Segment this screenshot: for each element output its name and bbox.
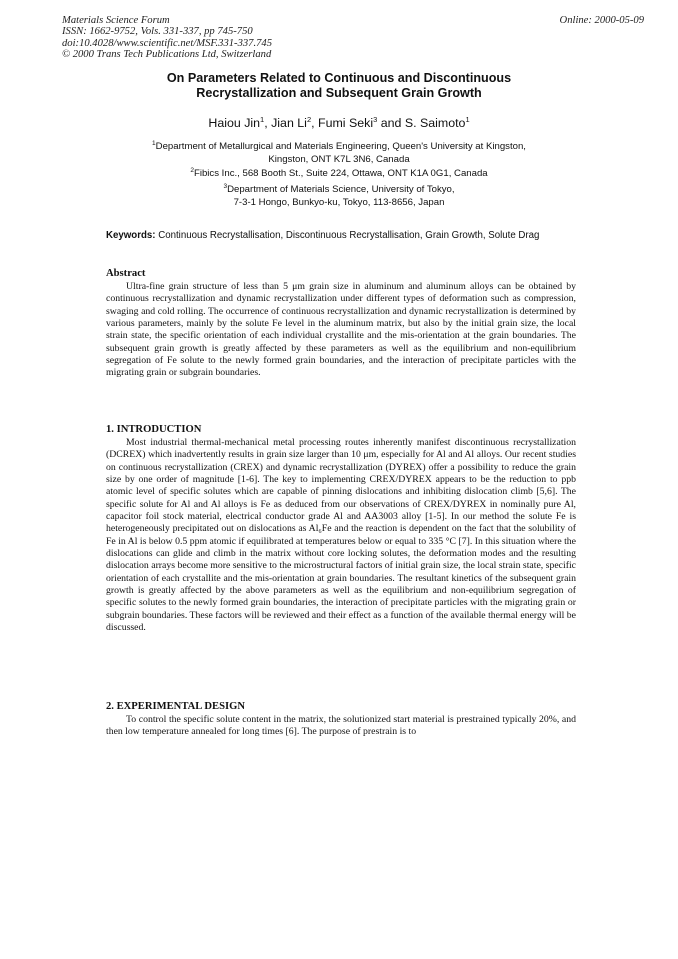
author-separator: , xyxy=(311,116,318,130)
author-name: S. Saimoto xyxy=(404,116,466,130)
author-name: Fumi Seki xyxy=(318,116,374,130)
issn-line: ISSN: 1662-9752, Vols. 331-337, pp 745-750 xyxy=(62,26,253,38)
affiliation-mark: 2 xyxy=(190,166,194,174)
abstract-section xyxy=(106,267,576,380)
abstract-text: Ultra-fine grain structure of less than 5 μm grain size in aluminum and aluminum alloys can be obtained by continuous recrystallization and dynamic recrystallization under different types of deformation such as compression, swaging and cold rolling. The occurrence of continuous recrystallization and dynamic recrystallization is determined by various parameters, mainly by the solute Fe level in the aluminum matrix, but also by the initial grain size, the local strain state, the specific orientation of each individual crystallite and the mis-orientation at the grain boundaries. The subsequent grain growth is greatly affected by these parameters as well as the equilibrium and non-equilibrium segregation of Fe solute to the newly formed grain boundaries, and the interaction of precipitate particles with the migrating grain or subgrain boundaries. xyxy=(106,281,576,379)
author-affil-mark: 1 xyxy=(465,114,470,124)
title-line-2: Recrystallization and Subsequent Grain Growth xyxy=(196,86,482,101)
author-affil-mark: 1 xyxy=(260,114,265,124)
affiliation-line: Department of Metallurgical and Materials Engineering, Queen's University at Kingston, xyxy=(155,141,526,152)
journal-name: Materials Science Forum xyxy=(62,15,170,26)
experimental-section xyxy=(106,700,576,739)
keywords-text: Continuous Recrystallisation, Discontinuous Recrystallisation, Grain Growth, Solute Drag xyxy=(155,230,540,241)
doi-line[interactable]: doi:10.4028/www.scientific.net/MSF.331-337.745 xyxy=(62,37,272,49)
affiliation-mark: 3 xyxy=(223,182,228,190)
author-affil-mark: 3 xyxy=(373,114,378,124)
introduction-text: Most industrial thermal-mechanical metal processing routes inherently manifest discontinuous recrystallization (DCREX) which inadvertently results in grain size larger than 10 μm, especially for Al and Al alloys. Our recent studies on continuous recrystallization (CREX) and dynamic recrystallization (DYREX) offer a possibility to reduce the grain size by one order of magnitude [1-6]. The key to implementing CREX/DYREX appears to be the reduction to ppb atomic level of specific solutes which are capable of pinning dislocations and inhibiting dislocation climb [5,6]. The specific solute for Al and Al alloys is Fe as deduced from our observations of CREX/DYREX in nominally pure Al, capacitor foil stock material, electrical conductor grade Al and AA3003 alloy [1-5]. In our method the solute Fe is heterogeneously precipitated out on dislocations as Al₆Fe and the reaction is dependent on the fact that the solubility of Fe in Al is below 0.5 ppm atomic if equilibrated at temperatures below or equal to 335 °C [7]. In this situation where the dislocations can glide and climb in the matrix without core locking solutes, the deformation modes and the resulting dislocation arrays become more sensitive to the microstructural factors of initial grain size, the local strain state, specific orientation of each crystallite and the mis-orientation at grain boundaries. The resultant kinetics of the subsequent grain growth is greatly affected by the above parameters as well as the equilibrium and non-equilibrium segregation of specific solutes to the newly formed grain boundaries, the interaction of precipitate particles with the migrating grain or subgrain boundaries. These factors will be reviewed and their effect as a function of the available thermal energy will be discussed. xyxy=(106,437,576,634)
affiliation-line: Kingston, ONT K7L 3N6, Canada xyxy=(268,153,410,165)
affiliation-2 xyxy=(80,168,598,181)
introduction-section xyxy=(106,423,576,635)
paper-title xyxy=(80,71,598,102)
keywords-label: Keywords: xyxy=(106,230,156,241)
author-separator: and xyxy=(377,116,405,130)
affiliation-line: 7-3-1 Hongo, Bunkyo-ku, Tokyo, 113-8656, Japan xyxy=(233,196,445,208)
experimental-text: To control the specific solute content in the matrix, the solutionized start material is prestrained typically 20%, and then low temperature annealed for long times [6]. The purpose of prestrain is to xyxy=(106,714,576,738)
affiliation-line: Fibics Inc., 568 Booth St., Suite 224, Ottawa, ONT K1A 0G1, Canada xyxy=(193,168,488,179)
affiliation-1 xyxy=(80,141,598,166)
affiliation-mark: 1 xyxy=(152,139,156,147)
abstract-heading: Abstract xyxy=(106,268,146,279)
author-list xyxy=(80,116,598,131)
experimental-heading: 2. EXPERIMENTAL DESIGN xyxy=(106,701,246,712)
affiliation-3 xyxy=(80,184,598,209)
author-name: Haiou Jin xyxy=(208,116,261,130)
author-affil-mark: 2 xyxy=(306,114,312,124)
online-date: Online: 2000-05-09 xyxy=(559,15,644,26)
publication-info xyxy=(62,15,272,61)
author-name: Jian Li xyxy=(271,116,307,130)
author-separator: , xyxy=(264,116,272,130)
affiliation-line: Department of Materials Science, University of Tokyo, xyxy=(227,184,455,195)
title-line-1: On Parameters Related to Continuous and Discontinuous xyxy=(166,71,512,85)
copyright-line: © 2000 Trans Tech Publications Ltd, Switzerland xyxy=(62,49,272,61)
introduction-heading: 1. INTRODUCTION xyxy=(106,424,202,435)
keywords xyxy=(106,230,570,242)
